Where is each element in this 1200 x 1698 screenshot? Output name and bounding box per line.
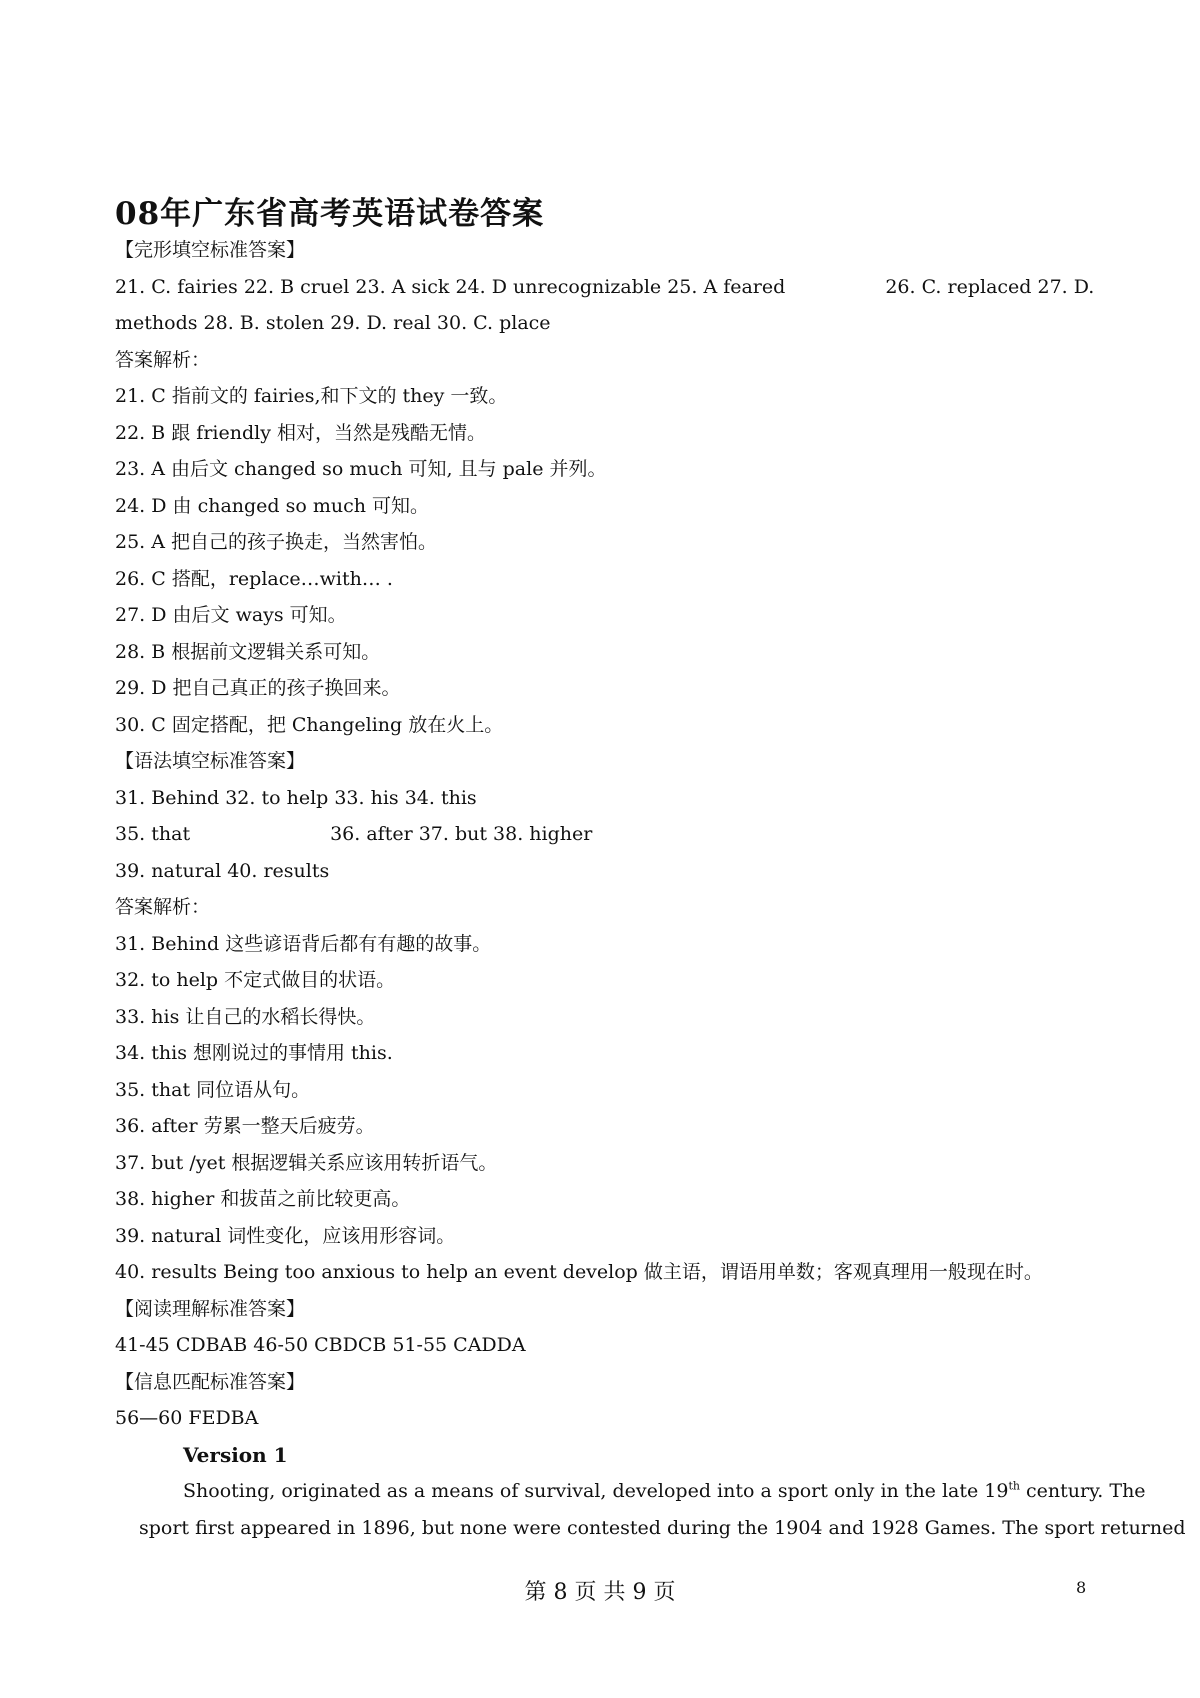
grammar-answers-line-2 [115,816,1075,853]
analysis-item: 29. D 把自己真正的孩子换回来。 [115,677,401,699]
analysis-item: 25. A 把自己的孩子换走，当然害怕。 [115,531,438,553]
grammar-analysis-header: 答案解析： [115,896,211,918]
version-paragraph-line-2: sport first appeared in 1896, but none were contested during the 1904 and 1928 Games. The sport returned [139,1516,1186,1539]
cloze-answers-line-1 [115,269,1095,306]
grammar-header: 【语法填空标准答案】 [115,750,306,772]
matching-header: 【信息匹配标准答案】 [115,1370,306,1393]
analysis-item: 32. to help 不定式做目的状语。 [115,969,396,991]
version-text-a: Shooting, originated as a means of survival, developed into a sport only in the late 19 [183,1480,1009,1502]
analysis-item: 24. D 由 changed so much 可知。 [115,494,430,517]
grammar-answers-line-3: 39. natural 40. results [115,859,330,882]
reading-header: 【阅读理解标准答案】 [115,1297,306,1320]
reading-answers: 41-45 CDBAB 46-50 CBDCB 51-55 CADDA [115,1334,526,1356]
cloze-answers-line-2: methods 28. B. stolen 29. D. real 30. C. place [115,312,551,334]
matching-answers: 56—60 FEDBA [115,1407,259,1429]
cloze-answers-part-a: 21. C. fairies 22. B cruel 23. A sick 24. D unrecognizable 25. A feared [115,275,786,298]
analysis-item: 36. after 劳累一整天后疲劳。 [115,1115,375,1137]
analysis-item: 27. D 由后文 ways 可知。 [115,604,347,626]
version-title: Version 1 [183,1442,288,1467]
analysis-item: 30. C 固定搭配，把 Changeling 放在火上。 [115,713,504,736]
page-title: 08年广东省高考英语试卷答案 [115,196,545,232]
analysis-item: 23. A 由后文 changed so much 可知, 且与 pale 并列。 [115,458,607,480]
analysis-item: 33. his 让自己的水稻长得快。 [115,1005,376,1028]
analysis-item: 37. but /yet 根据逻辑关系应该用转折语气。 [115,1151,498,1174]
grammar-answers-part-b: 36. after 37. but 38. higher [330,823,593,845]
grammar-answers-part-a: 35. that [115,823,191,845]
cloze-answers-part-b: 26. C. replaced 27. D. [885,275,1095,298]
analysis-item: 21. C 指前文的 fairies,和下文的 they 一致。 [115,385,508,407]
page-number: 8 [1076,1578,1087,1597]
analysis-item: 28. B 根据前文逻辑关系可知。 [115,640,381,663]
analysis-item: 26. C 搭配，replace…with… . [115,567,393,590]
page-footer-label: 第 8 页 共 9 页 [524,1580,676,1605]
cloze-header: 【完形填空标准答案】 [115,239,306,261]
version-text-sup: th [1008,1479,1020,1493]
analysis-item: 40. results Being too anxious to help an event develop 做主语，谓语用单数；客观真理用一般现在时。 [115,1261,1043,1283]
analysis-item: 39. natural 词性变化，应该用形容词。 [115,1224,456,1247]
analysis-item: 35. that 同位语从句。 [115,1078,311,1101]
cloze-analysis-header: 答案解析： [115,348,211,371]
grammar-answers-line-1: 31. Behind 32. to help 33. his 34. this [115,786,477,809]
analysis-item: 31. Behind 这些谚语背后都有有趣的故事。 [115,932,492,955]
version-paragraph-line-1 [115,1473,1146,1510]
answer-body [115,232,1186,1546]
analysis-item: 38. higher 和拔苗之前比较更高。 [115,1188,411,1210]
analysis-item: 22. B 跟 friendly 相对，当然是残酷无情。 [115,421,486,444]
version-text-b: century. The [1019,1480,1146,1502]
analysis-item: 34. this 想刚说过的事情用 this. [115,1042,393,1064]
